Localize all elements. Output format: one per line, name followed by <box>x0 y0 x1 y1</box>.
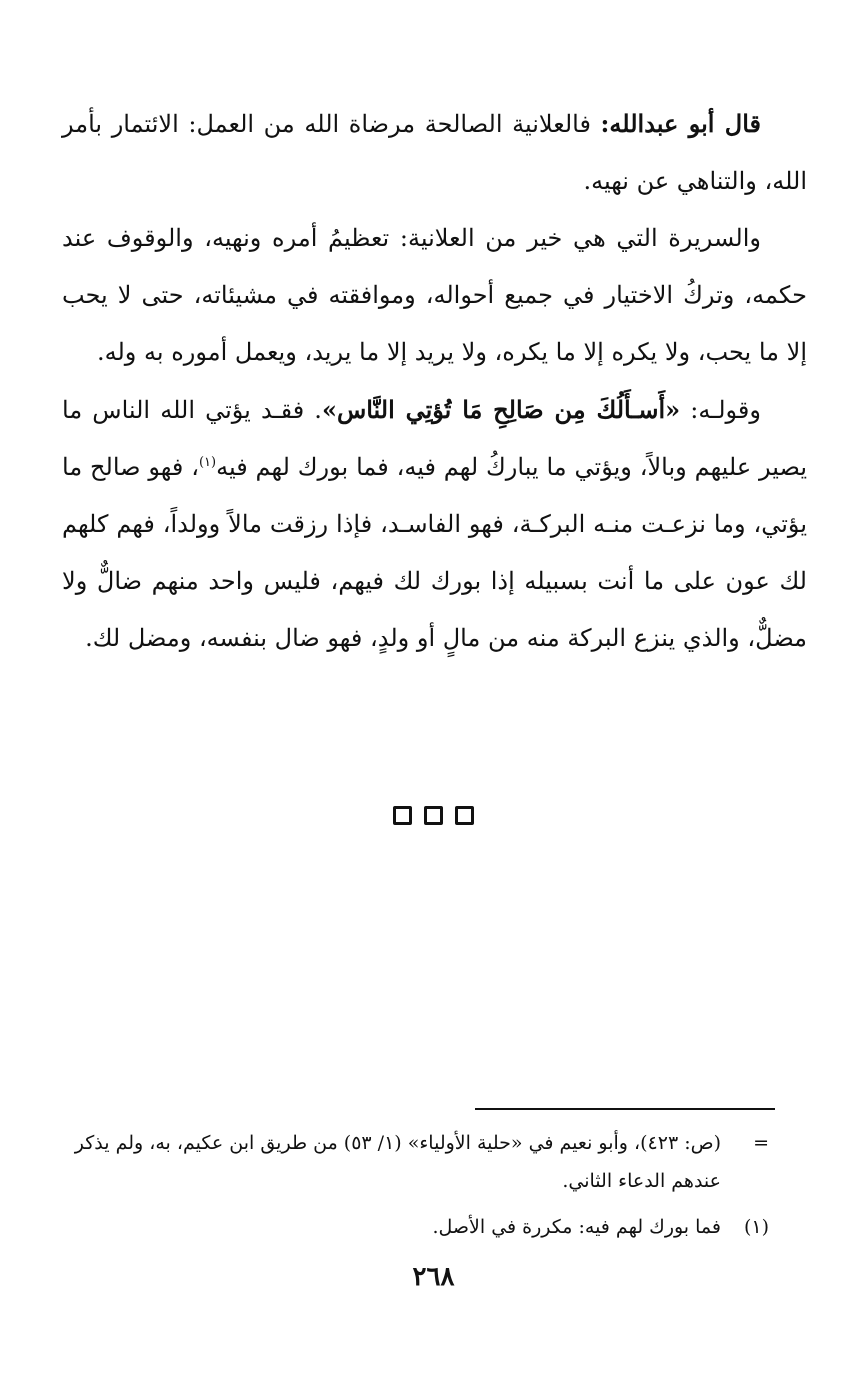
footnotes <box>62 1124 777 1254</box>
section-separator <box>0 806 867 829</box>
page-number: ٢٦٨ <box>412 1262 455 1292</box>
hadith-quote: «أَسـأَلُكَ مِن صَالِحِ مَا تُؤتِي النَّاس» <box>321 395 681 424</box>
paragraph-1 <box>62 95 807 210</box>
paragraph-1-lead: قال أبو عبدالله: <box>600 109 761 138</box>
paragraph-3-intro: وقولـه: <box>680 396 761 424</box>
separator-square-icon <box>424 806 443 825</box>
separator-square-icon <box>393 806 412 825</box>
paragraph-3-text-b: ، فهو صالح ما يؤتي، وما نزعـت منـه البركـة، فهو الفاسـد، فإذا رزقت مالاً وولداً، فهم كلهم لك عون على ما أنت بسبيله إذا بورك لك فيهم، فليس واحد منهم ضالٌّ ولا مضلٌّ، والذي ينزع البركة منه من مالٍ أو ولدٍ، فهو ضال بنفسه، ومضل لك. <box>62 453 807 652</box>
paragraph-3-text-a: . فقـد يؤتي الله الناس ما يصير عليهم وبالاً، ويؤتي ما يباركُ لهم فيه، فما بورك لهم فيه <box>62 396 808 481</box>
footnote-continuation <box>62 1124 777 1200</box>
main-text <box>62 95 807 667</box>
footnote-marker: (١) <box>743 1216 769 1238</box>
footnote-divider <box>475 1108 775 1110</box>
paragraph-2 <box>62 210 807 381</box>
paragraph-3 <box>62 381 807 667</box>
footnote-text: (ص: ٤٢٣)، وأبو نعيم في «حلية الأولياء» (١/ ٥٣) من طريق ابن عكيم، به، ولم يذكر عندهم الدعاء الثاني. <box>74 1132 721 1192</box>
separator-square-icon <box>455 806 474 825</box>
paragraph-2-text: والسريرة التي هي خير من العلانية: تعظيمُ أمره ونهيه، والوقوف عند حكمه، وتركُ الاختيار في جميع أحواله، وموافقته في مشيئاته، حتى لا يحب إلا ما يحب، ولا يكره إلا ما يكره، ولا يريد إلا ما يريد، ويعمل أموره به وله. <box>62 224 807 366</box>
footnote-text: فما بورك لهم فيه: مكررة في الأصل. <box>432 1216 721 1238</box>
footnote-reference[interactable]: (١) <box>198 455 217 470</box>
paragraph-1-text: فالعلانية الصالحة مرضاة الله من العمل: الائتمار بأمر الله، والتناهي عن نهيه. <box>62 110 807 195</box>
footnote-1 <box>62 1208 777 1246</box>
footnote-marker: = <box>753 1132 769 1154</box>
